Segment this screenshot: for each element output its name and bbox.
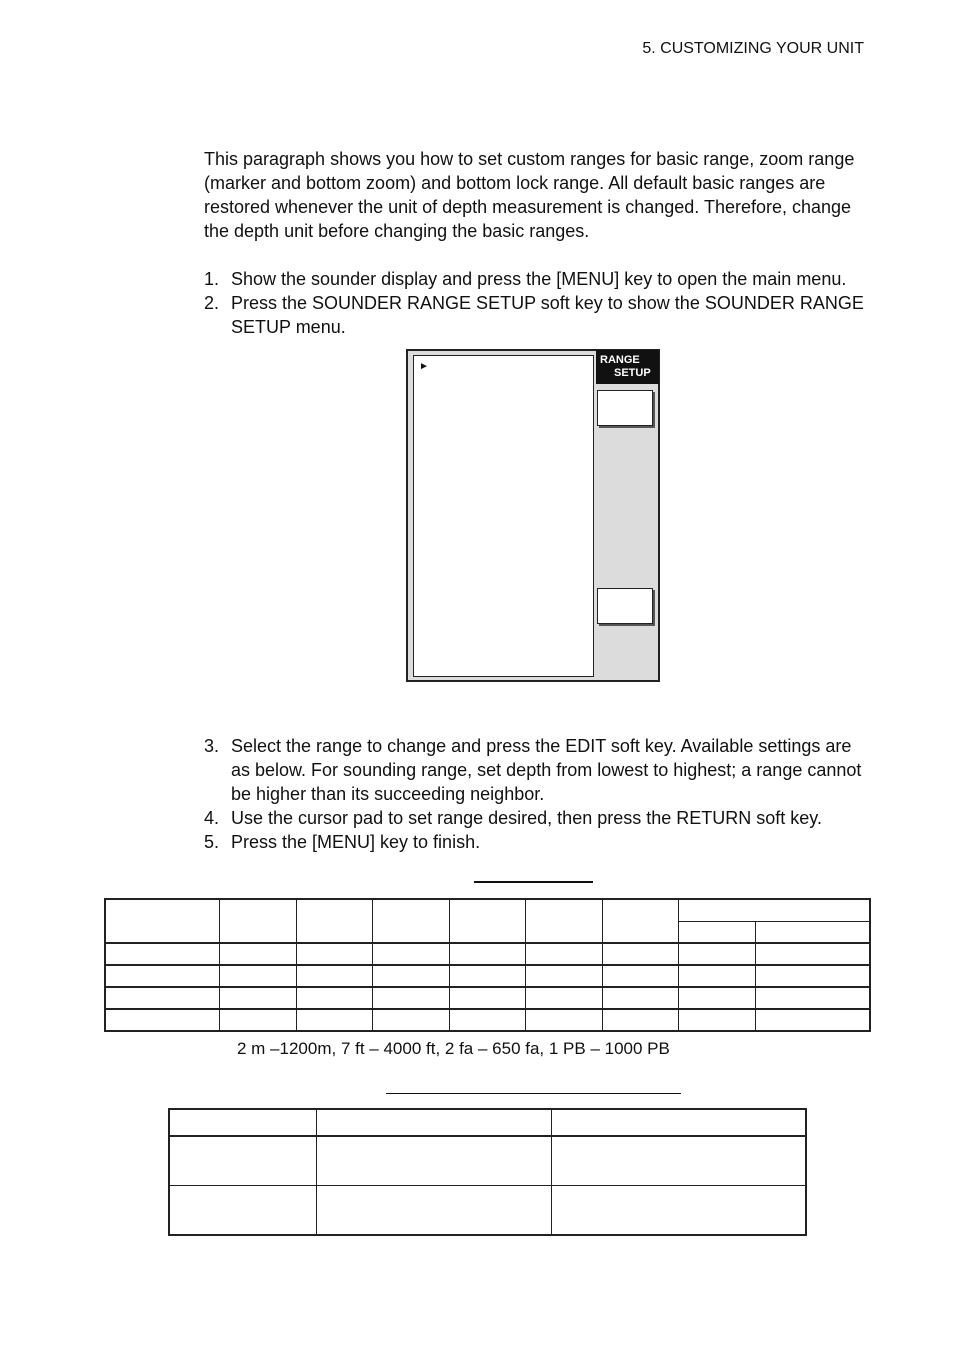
table-cell xyxy=(449,965,526,987)
soft-key-1[interactable] xyxy=(597,390,653,426)
table-cell xyxy=(105,899,220,943)
table-cell xyxy=(296,943,373,965)
table-cell xyxy=(169,1109,316,1136)
table-cell xyxy=(551,1186,806,1236)
range-note: 2 m –1200m, 7 ft – 4000 ft, 2 fa – 650 fa, 1 PB – 1000 PB xyxy=(237,1039,670,1058)
table-cell xyxy=(449,987,526,1009)
step-text: Use the cursor pad to set range desired, then press the RETURN soft key. xyxy=(231,808,822,828)
step-number: 3. xyxy=(204,736,220,756)
range-settings-table xyxy=(104,898,871,1032)
table-cell xyxy=(105,987,220,1009)
menu-cursor-icon: ► xyxy=(419,361,429,372)
table-cell xyxy=(169,1136,316,1186)
table-cell xyxy=(551,1109,806,1136)
table-row xyxy=(169,1136,806,1186)
table-cell xyxy=(679,899,870,922)
bottom-zoom-table xyxy=(168,1108,807,1236)
table-row xyxy=(105,899,870,922)
table-row xyxy=(105,987,870,1009)
table-cell xyxy=(526,899,603,943)
step-number: 1. xyxy=(204,269,220,289)
table-cell xyxy=(220,1009,297,1031)
soft-key-2[interactable] xyxy=(597,588,653,624)
table-cell xyxy=(449,943,526,965)
table-cell xyxy=(296,899,373,943)
table-2-caption-rule xyxy=(386,1093,681,1094)
table-cell xyxy=(105,1009,220,1031)
table-cell xyxy=(679,943,756,965)
table-row xyxy=(105,1009,870,1031)
title-key-line-1: RANGE xyxy=(600,354,640,366)
table-cell xyxy=(526,965,603,987)
step-number: 4. xyxy=(204,808,220,828)
table-cell xyxy=(602,965,679,987)
table-cell xyxy=(449,1009,526,1031)
menu-list-panel xyxy=(413,355,594,677)
table-cell xyxy=(220,965,297,987)
step-text: Select the range to change and press the EDIT soft key. Available settings are as below. For sounding range, set depth from lowest to highest; a range cannot be higher than its succeeding neighbor. xyxy=(231,736,862,804)
list-item xyxy=(204,830,874,854)
step-number: 5. xyxy=(204,832,220,852)
range-setup-title-key xyxy=(596,350,659,384)
table-cell xyxy=(169,1186,316,1236)
table-cell xyxy=(373,1009,450,1031)
intro-paragraph: This paragraph shows you how to set custom ranges for basic range, zoom range (marker and bottom zoom) and bottom lock range. All default basic ranges are restored whenever the unit of depth measurement is changed. Therefore, change the depth unit before changing the basic ranges. xyxy=(204,149,855,241)
table-cell xyxy=(373,899,450,943)
list-item xyxy=(204,267,874,291)
step-list-2 xyxy=(204,734,874,854)
table-cell xyxy=(316,1186,551,1236)
table-cell xyxy=(755,987,870,1009)
table-cell xyxy=(373,943,450,965)
table-cell xyxy=(449,899,526,943)
section-header: 5. CUSTOMIZING YOUR UNIT xyxy=(642,40,864,57)
title-key-line-2: SETUP xyxy=(614,367,651,379)
step-text: Show the sounder display and press the [MENU] key to open the main menu. xyxy=(231,269,847,289)
table-cell xyxy=(296,1009,373,1031)
table-cell xyxy=(373,987,450,1009)
table-cell xyxy=(755,965,870,987)
list-item xyxy=(204,806,874,830)
table-cell xyxy=(755,943,870,965)
table-cell xyxy=(105,965,220,987)
step-list-1 xyxy=(204,267,874,339)
table-cell xyxy=(602,943,679,965)
table-cell xyxy=(679,922,756,944)
table-cell xyxy=(526,987,603,1009)
table-row xyxy=(169,1109,806,1136)
table-cell xyxy=(602,987,679,1009)
table-cell xyxy=(679,965,756,987)
table-1-caption-rule xyxy=(474,881,593,883)
table-cell xyxy=(220,943,297,965)
table-cell xyxy=(679,987,756,1009)
list-item xyxy=(204,734,874,806)
step-text: Press the SOUNDER RANGE SETUP soft key to show the SOUNDER RANGE SETUP menu. xyxy=(231,293,864,337)
table-cell xyxy=(316,1136,551,1186)
table-cell xyxy=(220,899,297,943)
step-text: Press the [MENU] key to finish. xyxy=(231,832,481,852)
list-item xyxy=(204,291,874,339)
table-cell xyxy=(105,943,220,965)
table-cell xyxy=(602,1009,679,1031)
table-row xyxy=(169,1186,806,1236)
table-cell xyxy=(296,965,373,987)
table-cell xyxy=(602,899,679,943)
table-cell xyxy=(755,922,870,944)
table-cell xyxy=(526,1009,603,1031)
range-setup-menu-screen xyxy=(406,349,660,682)
table-cell xyxy=(373,965,450,987)
step-number: 2. xyxy=(204,293,220,313)
table-cell xyxy=(551,1136,806,1186)
table-row xyxy=(105,943,870,965)
table-cell xyxy=(296,987,373,1009)
table-cell xyxy=(679,1009,756,1031)
table-row xyxy=(105,965,870,987)
table-cell xyxy=(755,1009,870,1031)
table-cell xyxy=(220,987,297,1009)
table-cell xyxy=(316,1109,551,1136)
table-cell xyxy=(526,943,603,965)
